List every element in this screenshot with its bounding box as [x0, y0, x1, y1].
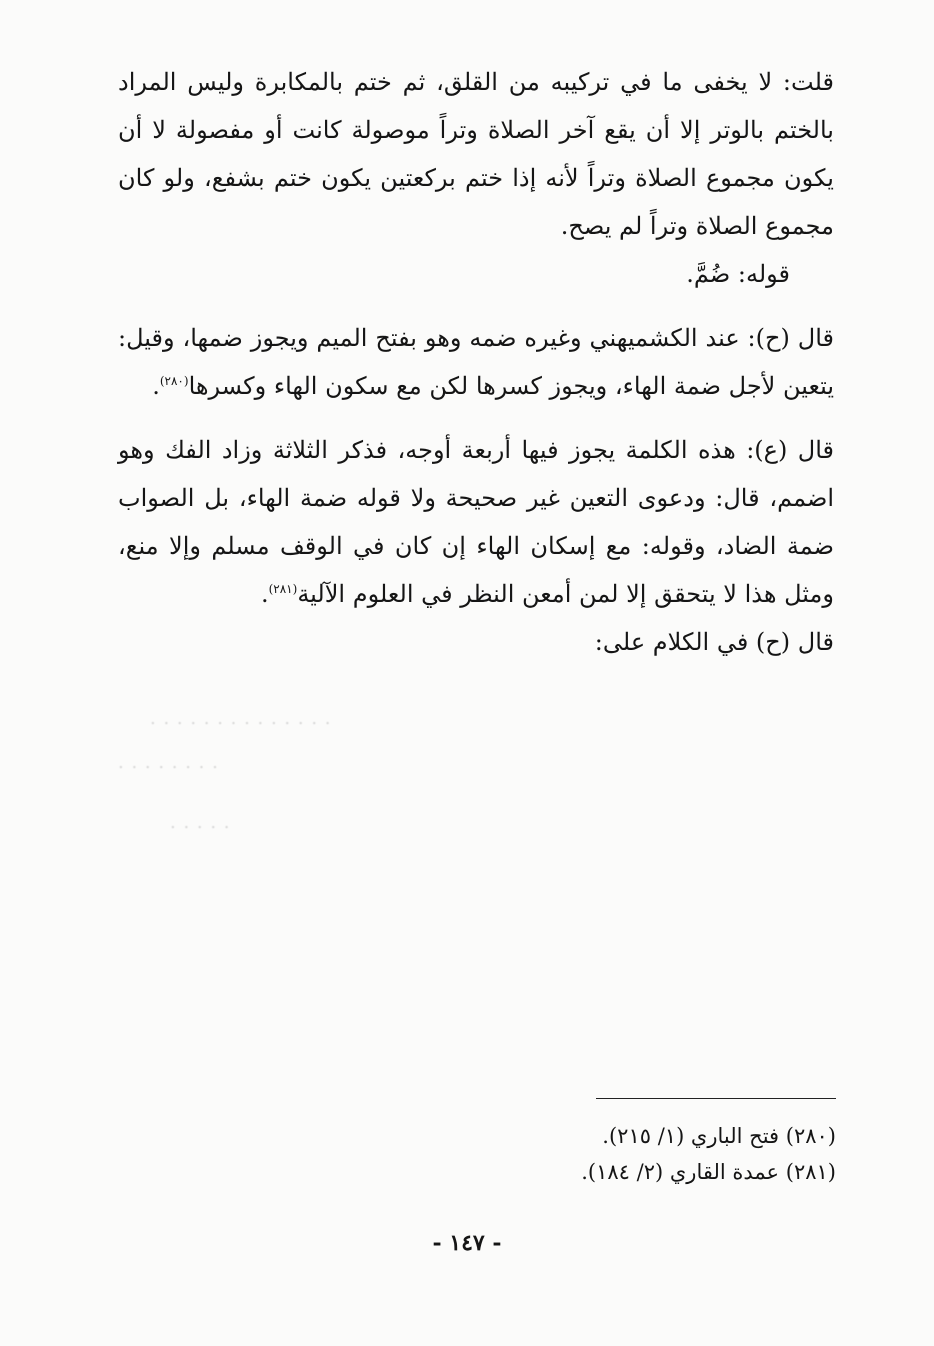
bleed-through-mark: . . . . .	[170, 812, 231, 833]
bleed-through-mark: . . . . . . . .	[118, 752, 219, 773]
paragraph-commentary: قلت: لا يخفى ما في تركيبه من القلق، ثم ختم بالمكابرة وليس المراد بالختم بالوتر إلا أن يقع آخر الصلاة وتراً موصولة كانت أو مفصولة لا أن يكون مجموع الصلاة وتراً لأنه إذا ختم بركعتين يكون ختم بشفع، ولو كان مجموع الصلاة وتراً لم يصح.	[118, 68, 834, 240]
footnotes	[400, 1118, 836, 1190]
footnote-ref-280[interactable]: (٢٨٠)	[159, 374, 189, 388]
footnote-ref-281[interactable]: (٢٨١)	[268, 582, 298, 596]
paragraph-qal-h-kalam: قال (ح) في الكلام على:	[594, 628, 834, 656]
footnote-280: (٢٨٠) فتح الباري (١/ ٢١٥).	[602, 1124, 836, 1148]
paragraph-qal-a: قال (ع): هذه الكلمة يجوز فيها أربعة أوجه، فذكر الثلاثة وزاد الفك وهو اضمم، قال: ودعوى التعين غير صحيحة ولا قوله ضمة الهاء، بل الصواب ضمة الضاد، وقوله: مع إسكان الهاء إن كان في الوقف مسلم وإلا منع، ومثل هذا لا يتحقق إلا لمن أمعن النظر في العلوم الآلية$^{(٢٨١)}$.	[118, 436, 834, 608]
footnote-divider	[596, 1098, 836, 1099]
footnote-281: (٢٨١) عمدة القاري (٢/ ١٨٤).	[581, 1160, 836, 1184]
paragraph-quote-heading: قوله: ضُمَّ.	[686, 260, 790, 288]
page-number: - ١٤٧ -	[432, 1230, 502, 1256]
main-text	[118, 58, 834, 666]
paragraph-qal-h: قال (ح): عند الكشميهني وغيره ضمه وهو بفتح الميم ويجوز ضمها، وقيل: يتعين لأجل ضمة الهاء، ويجوز كسرها لكن مع سكون الهاء وكسرها$^{(٢٨٠)}$.	[118, 324, 834, 400]
bleed-through-mark: . . . . . . . . . . . . . .	[150, 708, 332, 729]
